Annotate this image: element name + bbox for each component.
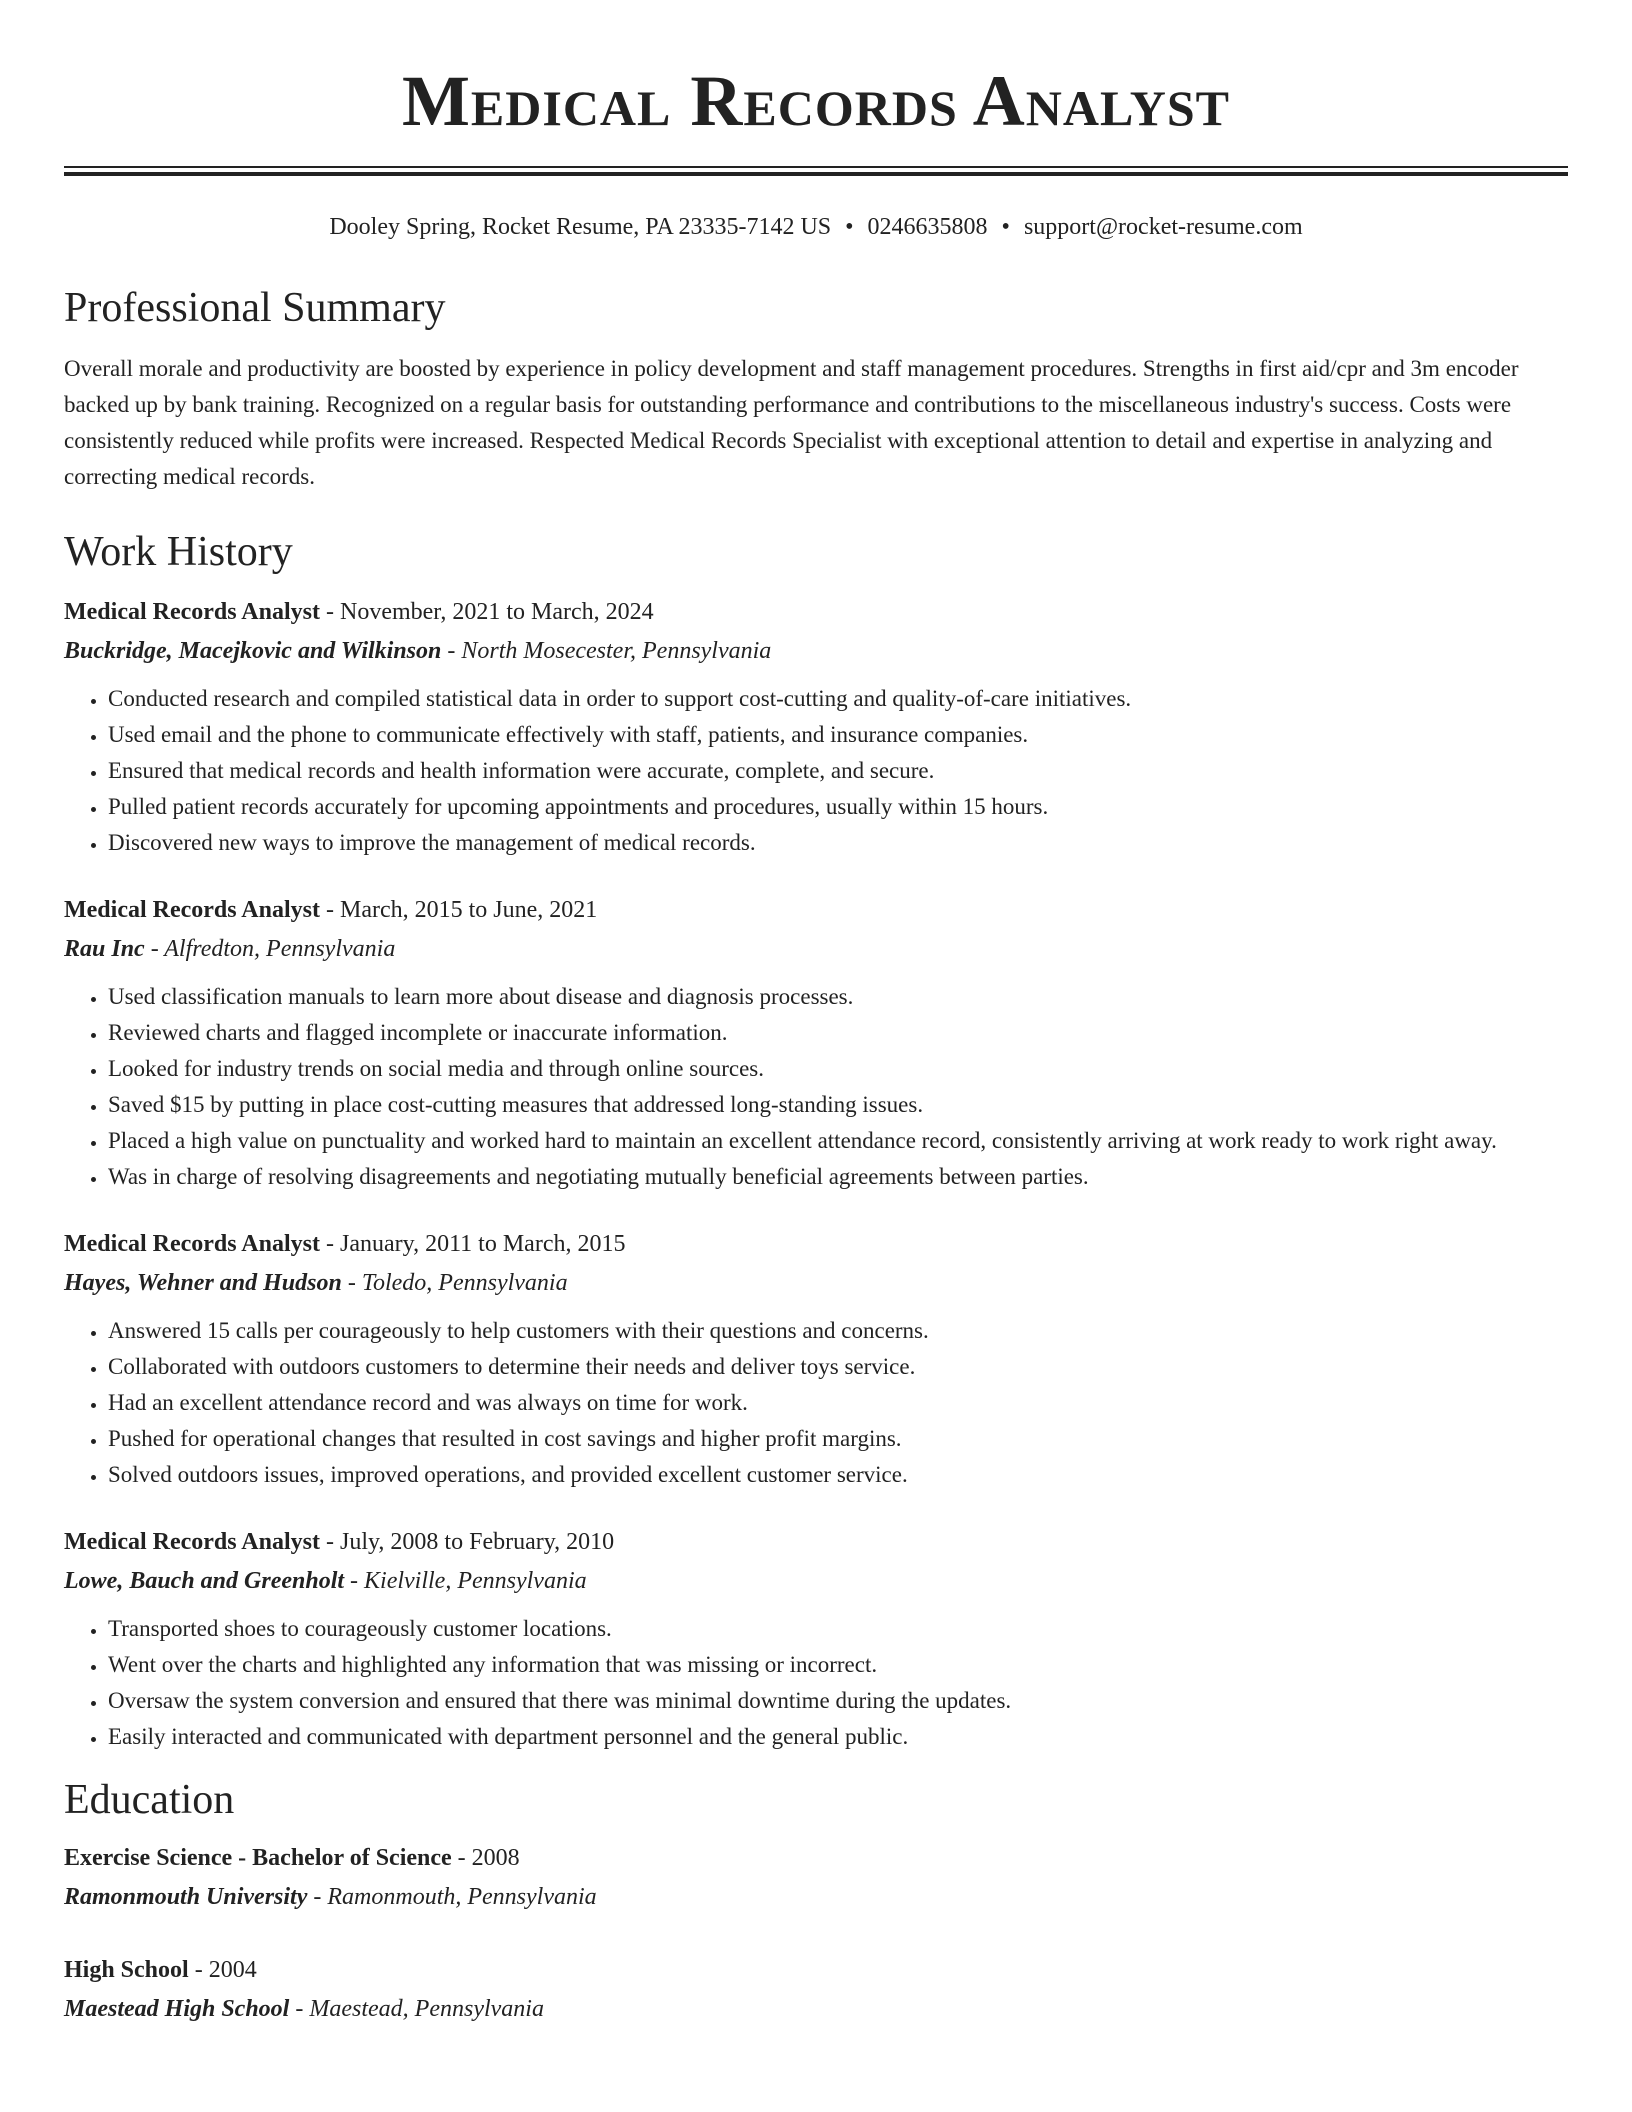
job-dates: July, 2008 to February, 2010	[339, 1529, 615, 1555]
contact-separator: •	[1001, 214, 1010, 240]
job-entry	[64, 1225, 1568, 1493]
education-degree: Exercise Science - Bachelor of Science	[64, 1845, 452, 1871]
job-bullet-item: • Solved outdoors issues, improved operations, and provided excellent customer service.	[108, 1457, 1568, 1493]
job-bullet-item: • Pulled patient records accurately for upcoming appointments and procedures, usually within 15 hours.	[108, 789, 1568, 825]
job-location-wrapper: - Alfredton, Pennsylvania	[144, 936, 396, 962]
education-heading: Education	[64, 1777, 235, 1823]
education-location-wrapper: - Ramonmouth, Pennsylvania	[307, 1884, 597, 1910]
job-bullet-item: • Used email and the phone to communicate effectively with staff, patients, and insurance companies.	[108, 717, 1568, 753]
education-list	[64, 1839, 1568, 2029]
job-location: North Mosecester, Pennsylvania	[461, 638, 772, 664]
contact-line	[64, 212, 1568, 242]
job-entry	[64, 891, 1568, 1195]
job-location: Toledo, Pennsylvania	[361, 1270, 568, 1296]
contact-phone: 0246635808	[867, 214, 988, 240]
job-entry	[64, 1523, 1568, 1755]
job-title: Medical Records Analyst	[64, 599, 320, 625]
job-bullet-item: • Used classification manuals to learn more about disease and diagnosis processes.	[108, 979, 1568, 1015]
job-bullet-item: • Collaborated with outdoors customers to determine their needs and deliver toys service.	[108, 1349, 1568, 1385]
work-history-heading: Work History	[64, 529, 293, 575]
job-title: Medical Records Analyst	[64, 1529, 320, 1555]
job-bullet-item: • Transported shoes to courageously customer locations.	[108, 1611, 1568, 1647]
job-entry	[64, 593, 1568, 861]
job-bullet-item: • Placed a high value on punctuality and worked hard to maintain an excellent attendance record, consistently arriving at work ready to work right away.	[108, 1123, 1568, 1159]
job-company-line	[64, 1264, 1568, 1303]
summary-heading: Professional Summary	[64, 285, 446, 331]
job-title-line: Medical Records Analyst - March, 2015 to June, 2021	[64, 897, 598, 923]
education-school: Ramonmouth University	[64, 1884, 308, 1910]
job-bullet-item: • Looked for industry trends on social media and through online sources.	[108, 1051, 1568, 1087]
education-school: Maestead High School	[64, 1996, 290, 2022]
education-school-line	[64, 1990, 1568, 2029]
job-dates: January, 2011 to March, 2015	[339, 1231, 626, 1257]
resume-page	[64, 0, 1568, 2029]
education-location: Maestead, Pennsylvania	[309, 1996, 544, 2022]
job-bullet-item: • Discovered new ways to improve the management of medical records.	[108, 825, 1568, 861]
job-bullet-item: • Easily interacted and communicated with department personnel and the general public.	[108, 1719, 1568, 1755]
contact-email: support@rocket-resume.com	[1023, 214, 1303, 240]
job-bullet-item: • Oversaw the system conversion and ensured that there was minimal downtime during the updates.	[108, 1683, 1568, 1719]
education-degree-line: High School - 2004	[64, 1957, 257, 1983]
contact-separator: •	[845, 214, 854, 240]
job-bullet-item: • Saved $15 by putting in place cost-cutting measures that addressed long-standing issues.	[108, 1087, 1568, 1123]
job-bullet-item: • Had an excellent attendance record and was always on time for work.	[108, 1385, 1568, 1421]
job-bullet-item: • Was in charge of resolving disagreements and negotiating mutually beneficial agreements between parties.	[108, 1159, 1568, 1195]
job-company-line	[64, 1562, 1568, 1601]
education-location-wrapper: - Maestead, Pennsylvania	[289, 1996, 544, 2022]
job-company-line	[64, 930, 1568, 969]
job-bullet-list	[64, 1313, 1568, 1493]
job-title-line: Medical Records Analyst - July, 2008 to February, 2010	[64, 1529, 615, 1555]
job-bullet-list	[64, 1611, 1568, 1755]
job-bullet-item: • Went over the charts and highlighted any information that was missing or incorrect.	[108, 1647, 1568, 1683]
resume-title: Medical Records Analyst	[401, 61, 1231, 141]
education-degree: High School	[64, 1957, 189, 1983]
job-dates: March, 2015 to June, 2021	[339, 897, 598, 923]
job-company-line	[64, 632, 1568, 671]
job-company: Rau Inc	[64, 936, 145, 962]
education-entry	[64, 1951, 1568, 2029]
education-year: 2004	[208, 1957, 257, 1983]
education-location: Ramonmouth, Pennsylvania	[327, 1884, 597, 1910]
job-company: Lowe, Bauch and Greenholt	[64, 1568, 345, 1594]
job-title: Medical Records Analyst	[64, 897, 320, 923]
job-location-wrapper: - Kielville, Pennsylvania	[344, 1568, 587, 1594]
job-title-line: Medical Records Analyst - November, 2021 to March, 2024	[64, 599, 654, 625]
job-location: Alfredton, Pennsylvania	[164, 936, 396, 962]
education-year: 2008	[471, 1845, 520, 1871]
job-location-wrapper: - North Mosecester, Pennsylvania	[441, 638, 772, 664]
job-title: Medical Records Analyst	[64, 1231, 320, 1257]
title-divider	[64, 166, 1568, 176]
job-title-line: Medical Records Analyst - January, 2011 to March, 2015	[64, 1231, 626, 1257]
work-history-list	[64, 593, 1568, 1755]
job-bullet-item: • Ensured that medical records and health information were accurate, complete, and secure.	[108, 753, 1568, 789]
job-bullet-list	[64, 979, 1568, 1195]
summary-text: Overall morale and productivity are boosted by experience in policy development and staff management procedures. Strengths in first aid/cpr and 3m encoder backed up by bank training. Recognized on a regular basis for outstanding performance and contributions to the miscellaneous industry's success. Costs were consistently reduced while profits were increased. Respected Medical Records Specialist with exceptional attention to detail and expertise in analyzing and correcting medical records.	[64, 356, 1519, 489]
job-bullet-list	[64, 681, 1568, 861]
job-location-wrapper: - Toledo, Pennsylvania	[341, 1270, 568, 1296]
job-location: Kielville, Pennsylvania	[364, 1568, 587, 1594]
job-bullet-item: • Pushed for operational changes that resulted in cost savings and higher profit margins.	[108, 1421, 1568, 1457]
job-bullet-item: • Answered 15 calls per courageously to help customers with their questions and concerns.	[108, 1313, 1568, 1349]
job-company: Hayes, Wehner and Hudson	[64, 1270, 342, 1296]
education-school-line	[64, 1878, 1568, 1917]
education-entry	[64, 1839, 1568, 1917]
education-degree-line: Exercise Science - Bachelor of Science - 2008	[64, 1845, 520, 1871]
job-bullet-item: • Reviewed charts and flagged incomplete or inaccurate information.	[108, 1015, 1568, 1051]
job-company: Buckridge, Macejkovic and Wilkinson	[64, 638, 442, 664]
job-bullet-item: • Conducted research and compiled statistical data in order to support cost-cutting and quality-of-care initiatives.	[108, 681, 1568, 717]
job-dates: November, 2021 to March, 2024	[339, 599, 654, 625]
contact-address: Dooley Spring, Rocket Resume, PA 23335-7142 US	[329, 214, 832, 240]
